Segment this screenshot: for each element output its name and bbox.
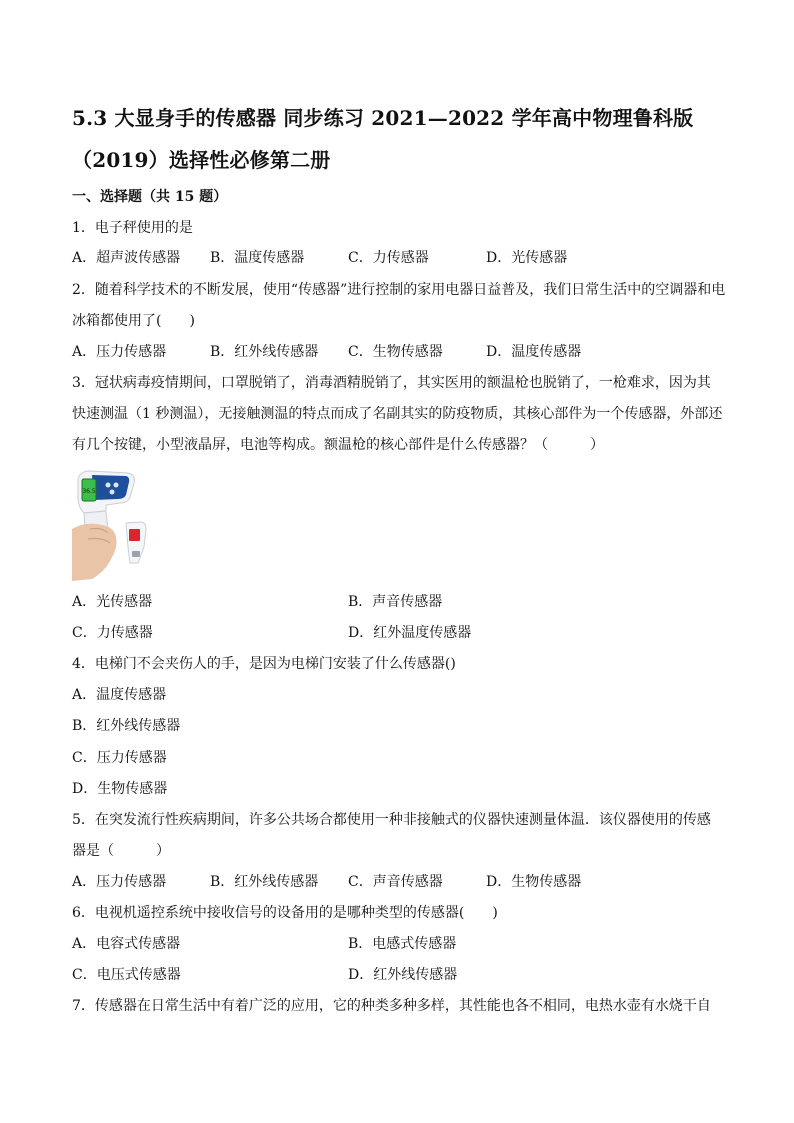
question-3-option-d: D．红外温度传感器 — [348, 625, 472, 641]
question-5-option-a: A．压力传感器 — [72, 874, 167, 890]
gun-panel — [92, 475, 129, 500]
question-5-option-b: B．红外线传感器 — [210, 874, 319, 890]
question-4-option-a: A．温度传感器 — [72, 687, 167, 703]
document-title-line1: 5.3 大显身手的传感器 同步练习 2021—2022 学年高中物理鲁科版 — [72, 106, 694, 130]
question-6-option-b: B．电感式传感器 — [348, 936, 457, 952]
gun-screen-reading: 36.5 — [82, 488, 96, 495]
question-5-stem-line2: 器是（ ） — [72, 843, 170, 859]
section-heading: 一、选择题（共 15 题） — [72, 189, 228, 205]
question-2-stem-line2: 冰箱都使用了( ) — [72, 313, 195, 329]
question-5-stem-line1: 5．在突发流行性疾病期间，许多公共场合都使用一种非接触式的仪器快速测量体温．该仪器使用的传感 — [72, 812, 711, 828]
question-6-option-c: C．电压式传感器 — [72, 967, 181, 983]
question-4-option-b: B．红外线传感器 — [72, 718, 181, 734]
question-3-option-b: B．声音传感器 — [348, 594, 443, 610]
question-4-option-c: C．压力传感器 — [72, 750, 167, 766]
question-6-option-d: D．红外线传感器 — [348, 967, 458, 983]
question-6-option-a: A．电容式传感器 — [72, 936, 181, 952]
question-2-option-b: B．红外线传感器 — [210, 344, 319, 360]
thermometer-gun-figure — [72, 467, 152, 581]
question-4-option-d: D．生物传感器 — [72, 781, 168, 797]
question-4-stem: 4．电梯门不会夹伤人的手，是因为电梯门安装了什么传感器() — [72, 656, 456, 672]
question-1-option-a: A．超声波传感器 — [72, 250, 181, 266]
question-2-stem-line1: 2．随着科学技术的不断发展，使用“传感器”进行控制的家用电器日益普及，我们日常生活中的空调器和电 — [72, 282, 726, 298]
question-6-stem: 6．电视机遥控系统中接收信号的设备用的是哪种类型的传感器( ) — [72, 905, 498, 921]
gun-button-1 — [106, 483, 111, 488]
question-2-option-d: D．温度传感器 — [486, 344, 582, 360]
question-7-stem: 7．传感器在日常生活中有着广泛的应用，它的种类多种多样，其性能也各不相同，电热水壶有水烧干自 — [72, 998, 711, 1014]
question-3-option-c: C．力传感器 — [72, 625, 153, 641]
gun-button-2 — [114, 483, 119, 488]
question-5-option-c: C．声音传感器 — [348, 874, 443, 890]
document-title-line2: （2019）选择性必修第二册 — [72, 148, 331, 172]
question-3-stem-line3: 有几个按键，小型液晶屏，电池等构成。额温枪的核心部件是什么传感器？（ ） — [72, 437, 604, 453]
question-3-option-a: A．光传感器 — [72, 594, 153, 610]
gun-button-3 — [110, 490, 115, 495]
question-2-option-c: C．生物传感器 — [348, 344, 443, 360]
question-1-stem: 1．电子秤使用的是 — [72, 220, 193, 236]
second-device-button — [132, 551, 140, 557]
question-1-option-c: C．力传感器 — [348, 250, 429, 266]
question-5-option-d: D．生物传感器 — [486, 874, 582, 890]
question-3-stem-line1: 3．冠状病毒疫情期间，口罩脱销了，消毒酒精脱销了，其实医用的额温枪也脱销了，一枪难求，因为其 — [72, 375, 711, 391]
question-3-stem-line2: 快速测温（1 秒测温），无接触测温的特点而成了名副其实的防疫物质，其核心部件为一个传感器，外部还 — [72, 406, 723, 422]
question-1-option-b: B．温度传感器 — [210, 250, 305, 266]
question-2-option-a: A．压力传感器 — [72, 344, 167, 360]
question-1-option-d: D．光传感器 — [486, 250, 568, 266]
second-device-red-screen — [129, 529, 140, 541]
